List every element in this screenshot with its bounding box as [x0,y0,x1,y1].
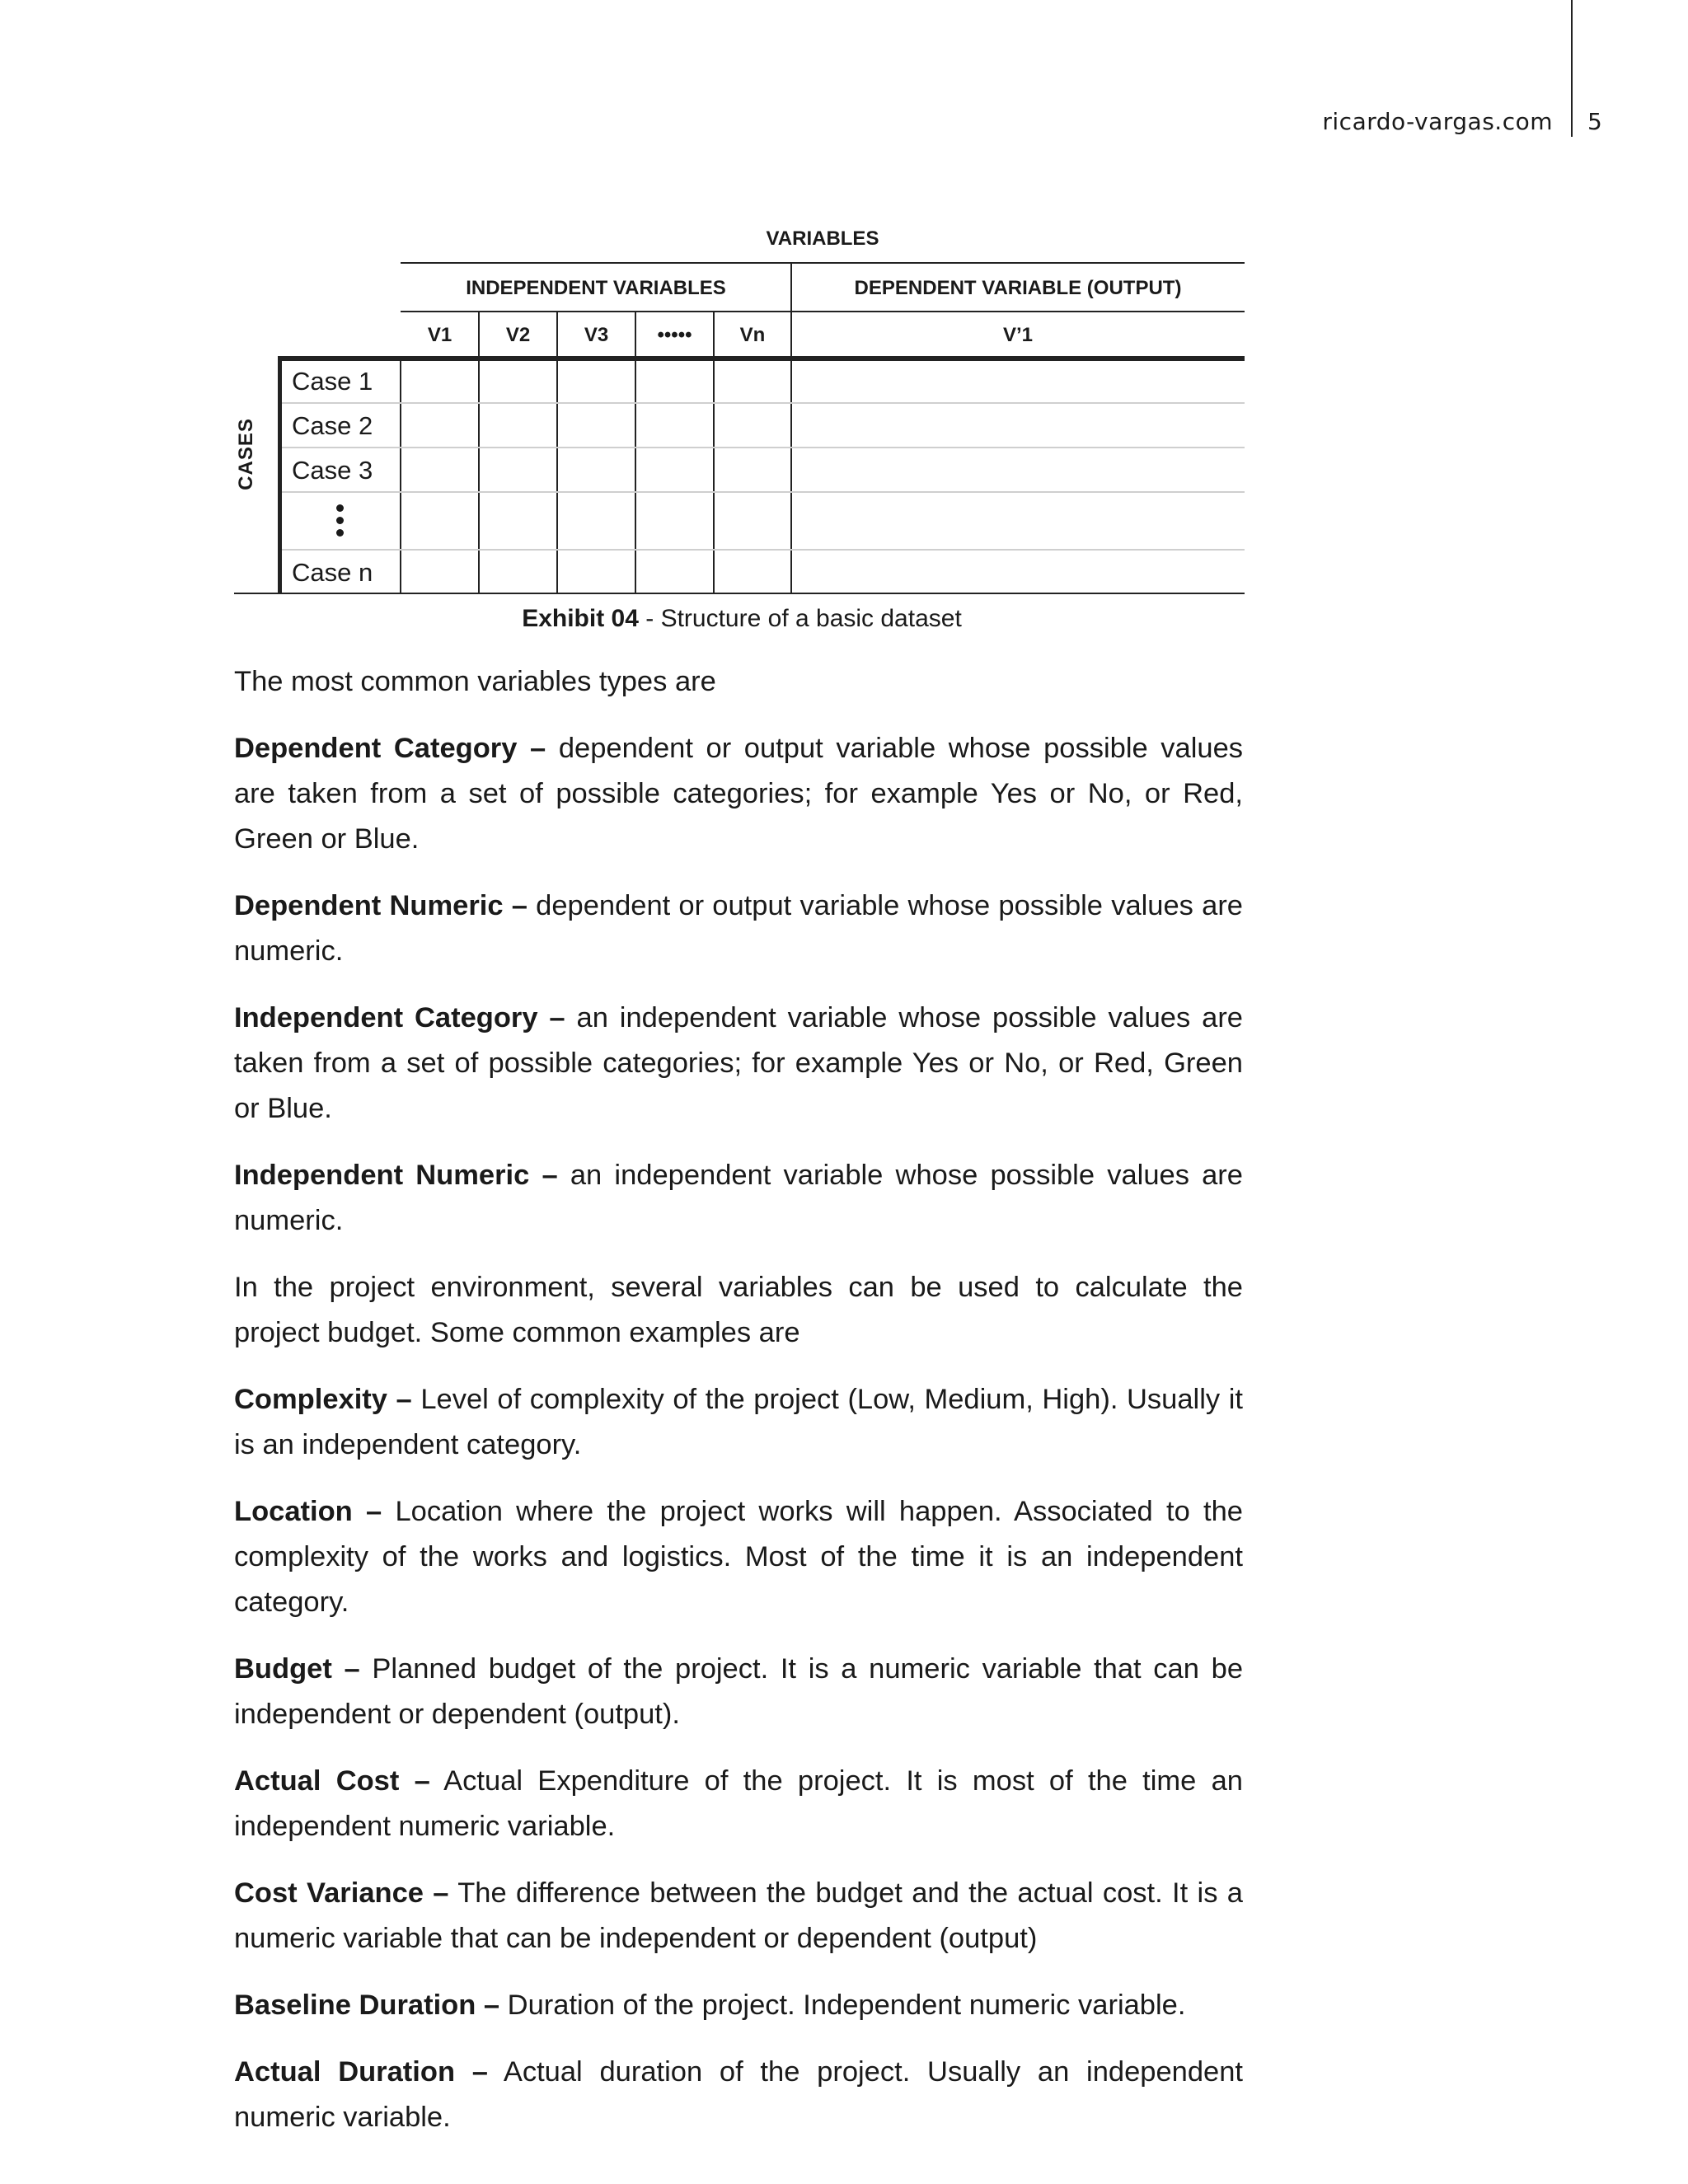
definition-paragraph: Dependent Category – dependent or output variable whose possible values are taken from a set of possible categories; for example Yes or No, or Red, Green or Blue. [234,733,1244,855]
case-label: Case n [292,558,373,587]
example-paragraph: Budget – Planned budget of the project. It is a numeric variable that can be independent or dependent (output). [234,1653,1243,1730]
column-divider [556,312,558,593]
case-label: Case 1 [292,367,373,396]
example-paragraph: Complexity – Level of complexity of the project (Low, Medium, High). Usually it is an independent category. [234,1384,1243,1460]
column-divider [635,312,636,593]
dataset-exhibit: VARIABLES INDEPENDENT VARIABLES DEPENDENT VARIABLE (OUTPUT) V1 V2 V3 ••••• Vn V’1 Case 1 Case 2 Case 3 Case n CASES Exhibit 04 - Structure of a basic dataset [0,0,1688,651]
transition-paragraph: In the project environment, several variables can be used to calculate the project budget. Some common examples are [234,1272,1243,1348]
column-header: Vn [739,324,766,346]
definition-paragraph: Independent Category – an independent variable whose possible values are taken from a set of possible categories; for example Yes or No, or Red, Green or Blue. [234,1002,1243,1124]
row-divider [282,447,1245,448]
page-number: 5 [1587,108,1602,135]
variables-title: VARIABLES [766,227,879,250]
body-text [234,659,1243,2162]
case-label: Case 3 [292,456,373,485]
header-thick-rule [279,356,1245,361]
cases-bar [278,356,282,593]
ellipsis-dot [336,517,344,524]
table-bottom-rule [234,593,1245,594]
column-header: V’1 [1002,324,1034,346]
row-divider [282,549,1245,551]
rule [401,262,1245,264]
example-paragraph: Actual Duration – Actual duration of the project. Usually an independent numeric variable. [234,2056,1243,2133]
site-url: ricardo-vargas.com [1322,108,1553,135]
column-divider [790,262,792,593]
intro-paragraph: The most common variables types are [234,666,716,697]
column-header: V3 [584,324,609,346]
rule [401,311,1245,312]
row-divider [282,491,1245,493]
row-divider [282,402,1245,404]
case-label: Case 2 [292,411,373,440]
example-paragraph: Cost Variance – The difference between the budget and the actual cost. It is a numeric variable that can be independent or dependent (output) [234,1877,1243,1954]
column-divider [400,356,401,593]
example-paragraph: Location – Location where the project works will happen. Associated to the complexity of the works and logistics. Most of the time it is an independent category. [234,1496,1243,1618]
definition-paragraph: Independent Numeric – an independent variable whose possible values are numeric. [234,1160,1243,1236]
column-divider [713,312,715,593]
independent-header: INDEPENDENT VARIABLES [466,277,726,299]
column-divider [478,312,480,593]
ellipsis-dot [336,529,344,537]
dependent-header: DEPENDENT VARIABLE (OUTPUT) [854,277,1182,299]
ellipsis-dot [336,504,344,512]
column-header: ••••• [657,324,692,346]
exhibit-caption: Exhibit 04 - Structure of a basic dataset [522,605,962,632]
definition-paragraph: Dependent Numeric – dependent or output variable whose possible values are numeric. [234,890,1243,967]
example-paragraph: Baseline Duration – Duration of the project. Independent numeric variable. [234,1990,1186,2021]
column-header: V2 [505,324,531,346]
column-header: V1 [427,324,452,346]
example-paragraph: Actual Cost – Actual Expenditure of the project. It is most of the time an independent numeric variable. [234,1765,1243,1842]
